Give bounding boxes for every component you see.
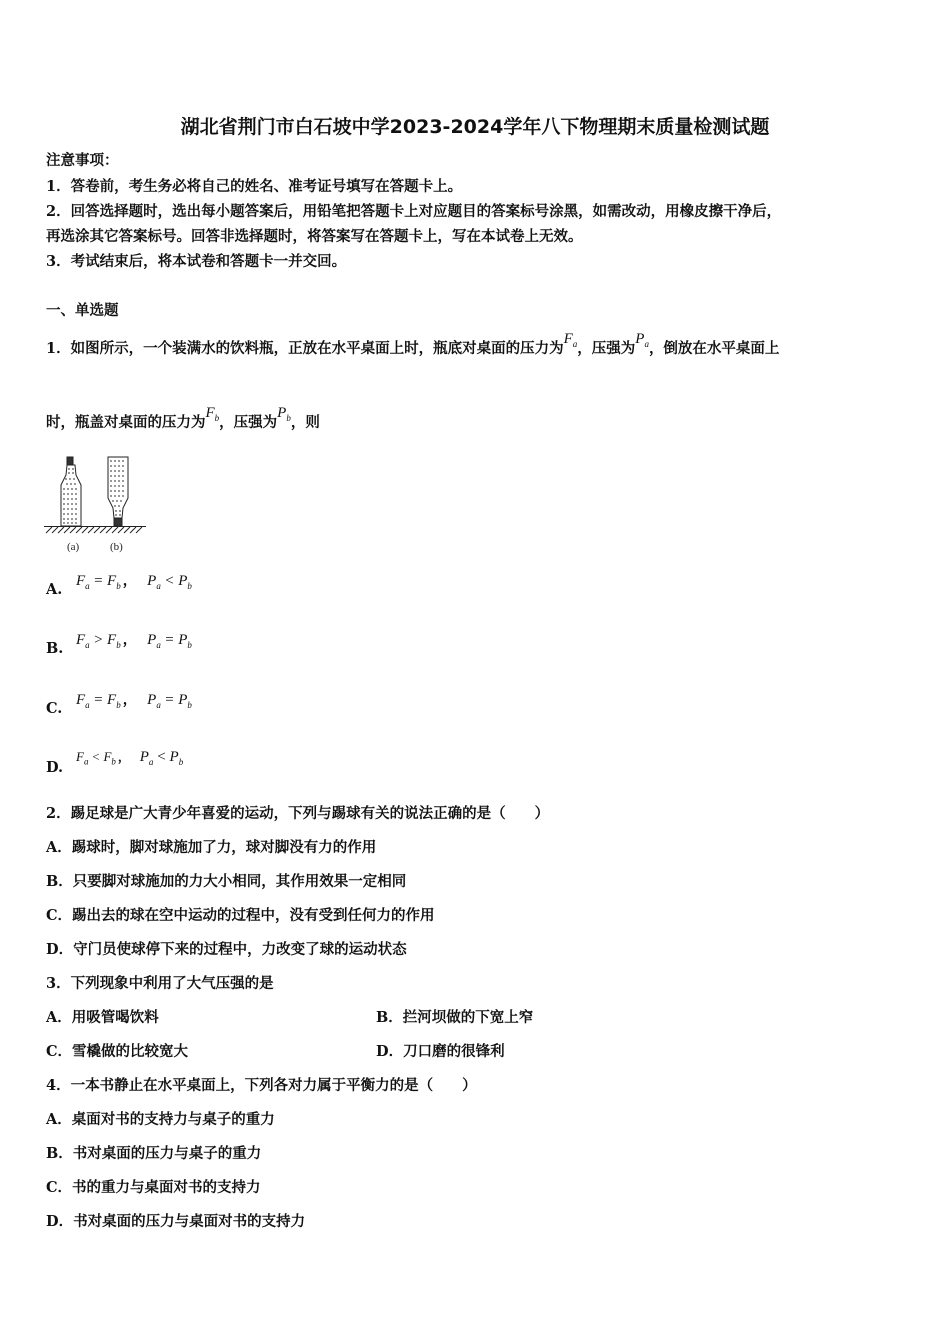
q2-option-a[interactable]: A．踢球时，脚对球施加了力，球对脚没有力的作用 bbox=[46, 839, 377, 856]
notice-item: 2．回答选择题时，选出每小题答案后，用铅笔把答题卡上对应题目的答案标号涂黑，如需改动，用橡皮擦干净后， bbox=[46, 203, 782, 220]
symbol-Fa: $F_a$ bbox=[563, 331, 578, 349]
q2-option-b[interactable]: B．只要脚对球施加的力大小相同，其作用效果一定相同 bbox=[46, 873, 407, 890]
bottle-figure bbox=[42, 453, 152, 558]
q3-stem: 3．下列现象中利用了大气压强的是 bbox=[46, 975, 274, 992]
section-heading: 一、单选题 bbox=[46, 302, 119, 319]
q3-option-b[interactable]: B．拦河坝做的下宽上窄 bbox=[376, 1009, 534, 1026]
table-surface bbox=[44, 527, 146, 534]
q4-option-d[interactable]: D．书对桌面的压力与桌面对书的支持力 bbox=[46, 1213, 306, 1230]
notice-item: 3．考试结束后，将本试卷和答题卡一并交回。 bbox=[46, 253, 347, 270]
bottle-a bbox=[61, 457, 81, 526]
q4-option-a[interactable]: A．桌面对书的支持力与桌子的重力 bbox=[46, 1111, 275, 1128]
notice-item: 1．答卷前，考生务必将自己的姓名、准考证号填写在答题卡上。 bbox=[46, 178, 463, 195]
q1-stem-line1: 1．如图所示，一个装满水的饮料瓶，正放在水平桌面上时，瓶底对桌面的压力为$F_a$，压强为$P_a$，倒放在水平桌面上 bbox=[46, 331, 780, 357]
q3-option-a[interactable]: A．用吸管喝饮料 bbox=[46, 1009, 159, 1026]
symbol-Fb: $F_b$ bbox=[205, 405, 220, 423]
figure-label-b: (b) bbox=[110, 541, 123, 553]
q2-option-d[interactable]: D．守门员使球停下来的过程中，力改变了球的运动状态 bbox=[46, 941, 407, 958]
q1-stem-line2: 时，瓶盖对桌面的压力为$F_b$，压强为$P_b$，则 bbox=[46, 405, 320, 431]
q2-option-c[interactable]: C．踢出去的球在空中运动的过程中，没有受到任何力的作用 bbox=[46, 907, 435, 924]
figure-label-a: (a) bbox=[67, 541, 80, 553]
page-title: 湖北省荆门市白石坡中学2023-2024学年八下物理期末质量检测试题 bbox=[180, 116, 770, 138]
notice-item: 再选涂其它答案标号。回答非选择题时，将答案写在答题卡上，写在本试卷上无效。 bbox=[46, 228, 583, 245]
notice-heading: 注意事项： bbox=[46, 152, 119, 169]
bottle-b bbox=[108, 457, 128, 526]
symbol-Pa: $P_a$ bbox=[635, 331, 649, 349]
q3-option-c[interactable]: C．雪橇做的比较宽大 bbox=[46, 1043, 189, 1060]
q4-option-c[interactable]: C．书的重力与桌面对书的支持力 bbox=[46, 1179, 261, 1196]
q4-option-b[interactable]: B．书对桌面的压力与桌子的重力 bbox=[46, 1145, 262, 1162]
symbol-Pb: $P_b$ bbox=[277, 405, 291, 423]
q2-stem: 2．踢足球是广大青少年喜爱的运动，下列与踢球有关的说法正确的是（ ） bbox=[46, 805, 550, 822]
q3-option-d[interactable]: D．刀口磨的很锋利 bbox=[376, 1043, 505, 1060]
q4-stem: 4．一本书静止在水平桌面上，下列各对力属于平衡力的是（ ） bbox=[46, 1077, 477, 1094]
